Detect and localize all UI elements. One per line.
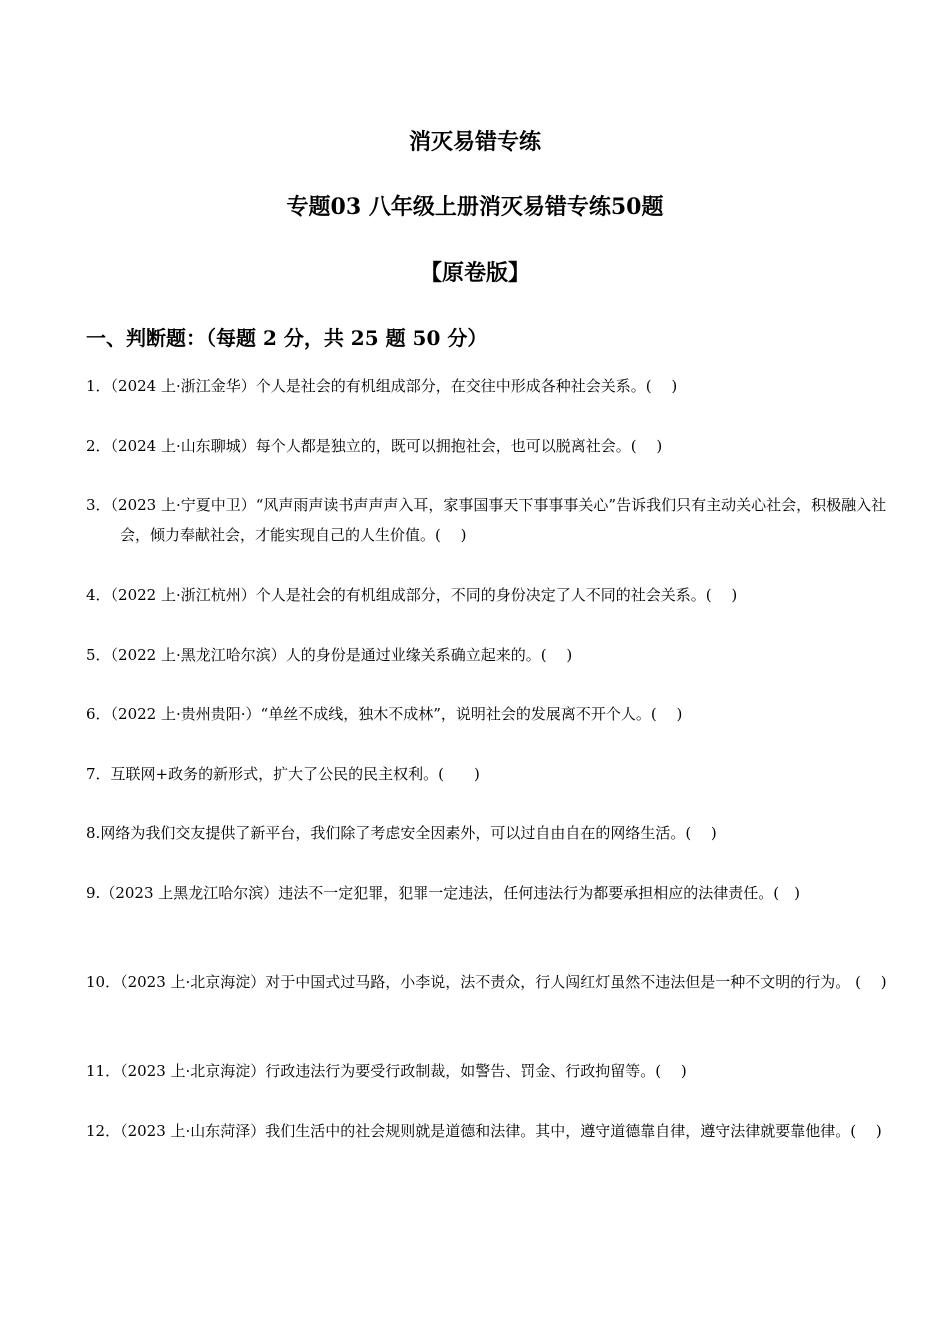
question-text: （2022 上·黑龙江哈尔滨）人的身份是通过业缘关系确立起来的。( ) xyxy=(110,646,573,664)
question-text: （2024 上·浙江金华）个人是社会的有机组成部分，在交往中形成各种社会关系。( ) xyxy=(110,377,678,395)
question-item xyxy=(86,431,866,461)
question-text: （2023 上·北京海淀）行政违法行为要受行政制裁，如警告、罚金、行政拘留等。( ) xyxy=(120,1062,687,1080)
question-item xyxy=(86,371,866,401)
question-item xyxy=(86,878,866,908)
doc-title: 消灭易错专练 xyxy=(408,129,541,155)
question-number: 2． xyxy=(86,437,111,455)
doc-subtitle: 专题03 八年级上册消灭易错专练50题 xyxy=(286,194,664,220)
question-text: 互联网+政务的新形式，扩大了公民的民主权利。( ) xyxy=(110,765,480,783)
question-number: 5． xyxy=(86,646,111,664)
doc-version-label: 【原卷版】 xyxy=(419,260,530,286)
question-item xyxy=(86,1056,866,1086)
section-heading-judgment: 一、判断题：（每题 2 分，共 25 题 50 分） xyxy=(86,326,488,350)
question-number: 1． xyxy=(86,377,111,395)
question-number: 10． xyxy=(86,973,121,991)
question-item xyxy=(86,490,900,550)
question-number: 12． xyxy=(86,1122,121,1140)
question-item xyxy=(86,1116,900,1146)
question-item xyxy=(86,818,866,848)
question-text: （2023 上·山东菏泽）我们生活中的社会规则就是道德和法律。其中，遵守道德靠自律，遵守法律就要靠他律。( ) xyxy=(120,1122,882,1140)
question-text: （2023 上·北京海淀）对于中国式过马路，小李说，法不责众，行人闯红灯虽然不违法但是一种不文明的行为。 ( ) xyxy=(120,973,887,991)
question-number: 4． xyxy=(86,586,111,604)
question-number: 11． xyxy=(86,1062,121,1080)
question-text: （2022 上·贵州贵阳·）“单丝不成线，独木不成林”，说明社会的发展离不开个人。( ) xyxy=(110,705,683,723)
question-number: 6． xyxy=(86,705,111,723)
question-item xyxy=(86,580,866,610)
question-text: （2023 上黑龙江哈尔滨）违法不一定犯罪，犯罪一定违法，任何违法行为都要承担相应的法律责任。( ) xyxy=(100,884,800,902)
question-text: （2024 上·山东聊城）每个人都是独立的，既可以拥抱社会，也可以脱离社会。( ) xyxy=(110,437,663,455)
question-number: 9. xyxy=(86,884,101,902)
question-number: 7． xyxy=(86,765,111,783)
question-item xyxy=(86,967,900,997)
question-number: 3． xyxy=(86,496,111,514)
question-item xyxy=(86,699,866,729)
question-item xyxy=(86,759,866,789)
question-text: （2022 上·浙江杭州）个人是社会的有机组成部分，不同的身份决定了人不同的社会关系。( ) xyxy=(110,586,738,604)
question-text: （2023 上·宁夏中卫）“风声雨声读书声声声入耳，家事国事天下事事事关心”告诉我们只有主动关心社会，积极融入社会，倾力奉献社会，才能实现自己的人生价值。( ) xyxy=(110,496,887,544)
question-number: 8. xyxy=(86,824,101,842)
question-text: 网络为我们交友提供了新平台，我们除了考虑安全因素外，可以过自由自在的网络生活。( ) xyxy=(100,824,717,842)
question-item xyxy=(86,640,866,670)
